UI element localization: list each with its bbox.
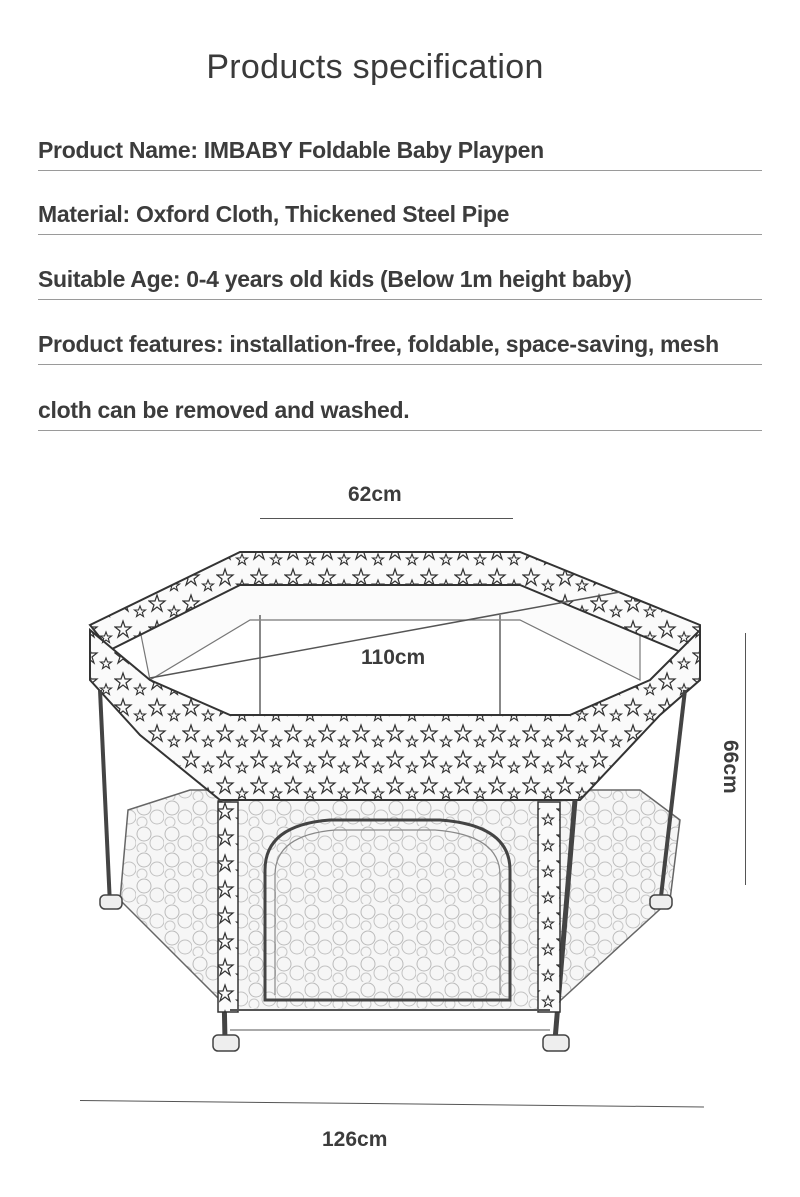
spec-text: Product features: installation-free, foldable, space-saving, mesh [38, 331, 719, 357]
height-dimension-line [745, 633, 746, 885]
spec-row-suitable-age [38, 241, 762, 300]
height-dimension-label: 66cm [719, 740, 742, 794]
front-star-strip-left [218, 802, 238, 1012]
spec-text: Suitable Age: 0-4 years old kids (Below 1m height baby) [38, 266, 632, 292]
spec-row-product-name [38, 112, 762, 171]
front-star-strip-right [538, 802, 560, 1012]
width-dimension-label: 62cm [348, 483, 402, 506]
width-dimension-line [260, 518, 513, 519]
spec-text: Product Name: IMBABY Foldable Baby Playpen [38, 137, 544, 163]
diagonal-dimension-label: 110cm [361, 646, 426, 669]
spec-row-material [38, 176, 762, 235]
spec-text: Material: Oxford Cloth, Thickened Steel Pipe [38, 201, 510, 227]
spec-row-features [38, 306, 762, 365]
ball-pit [120, 790, 680, 1010]
playpen-illustration [80, 540, 720, 1060]
spec-text: cloth can be removed and washed. [38, 397, 410, 423]
spec-row-features-continued [38, 372, 762, 431]
page-title: Products specification [206, 48, 544, 86]
length-dimension-label: 126cm [322, 1128, 388, 1151]
length-dimension-line [80, 1100, 704, 1108]
